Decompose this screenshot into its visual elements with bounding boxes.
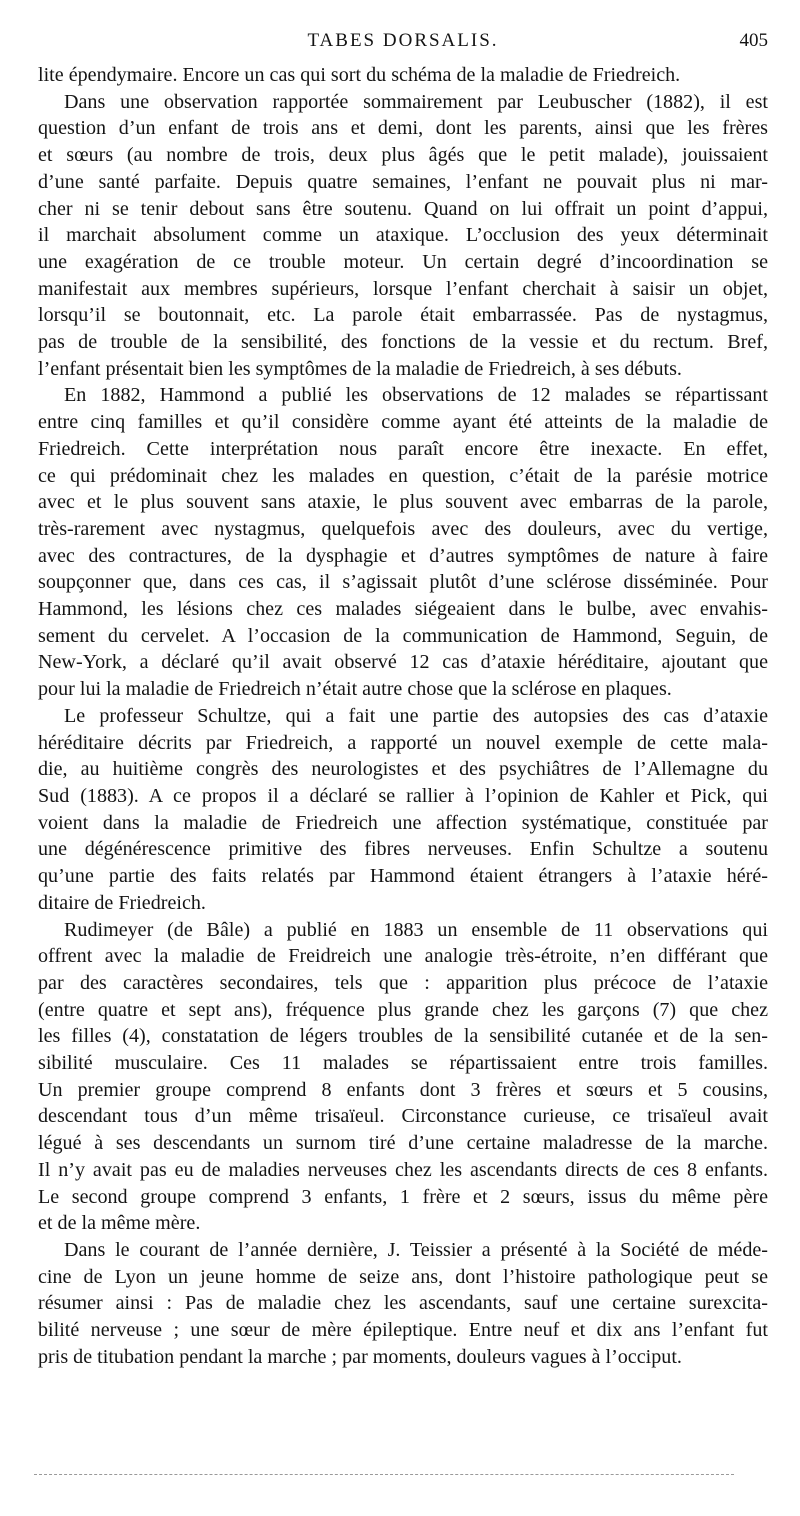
text-line: résumer ainsi : Pas de maladie chez les ascendants, sauf une certaine surexcita- <box>38 1292 768 1315</box>
text-line: pour lui la maladie de Friedreich n’était autre chose que la sclérose en plaques. <box>38 678 672 701</box>
paragraph <box>38 89 768 383</box>
text-line: l’enfant présentait bien les symptômes de la maladie de Friedreich, à ses débuts. <box>38 357 682 380</box>
text-line: ce qui prédominait chez les malades en question, c’était de la parésie motrice <box>38 464 768 487</box>
paragraph <box>38 703 768 917</box>
text-line: entre cinq familles et qu’il considère comme ayant été atteints de la maladie de <box>38 411 768 434</box>
text-line: voient dans la maladie de Friedreich une affection systématique, constituée par <box>38 811 768 834</box>
paragraph <box>38 1237 768 1371</box>
page-header <box>38 30 768 60</box>
text-line: pris de titubation pendant la marche ; par moments, douleurs vagues à l’occiput. <box>38 1345 682 1368</box>
text-line: lite épendymaire. Encore un cas qui sort du schéma de la maladie de Friedreich. <box>38 64 681 86</box>
text-line: d’une santé parfaite. Depuis quatre semaines, l’enfant ne pouvait plus ni mar- <box>38 170 768 193</box>
text-line: descendant tous d’un même trisaïeul. Circonstance curieuse, ce trisaïeul avait <box>38 1105 768 1128</box>
text-line: les filles (4), constatation de légers troubles de la sensibilité cutanée et de la sen- <box>38 1025 768 1048</box>
text-line: Il n’y avait pas eu de maladies nerveuses chez les ascendants directs de ces 8 enfants. <box>38 1158 768 1181</box>
text-line: pas de trouble de la sensibilité, des fonctions de la vessie et du rectum. Bref, <box>38 331 768 354</box>
text-line: et sœurs (au nombre de trois, deux plus âgés que le petit malade), jouissaient <box>38 144 768 167</box>
text-line: sement du cervelet. A l’occasion de la communication de Hammond, Seguin, de <box>38 624 768 647</box>
text-line: Dans une observation rapportée sommairement par Leubuscher (1882), il est <box>64 90 768 113</box>
text-line: légué à ses descendants un surnom tiré d’une certaine maladresse de la marche. <box>38 1132 768 1155</box>
text-line: Le second groupe comprend 3 enfants, 1 frère et 2 sœurs, issus du même père <box>38 1185 768 1208</box>
text-line: Hammond, les lésions chez ces malades siégeaient dans le bulbe, avec envahis- <box>38 598 768 621</box>
text-line: héréditaire décrits par Friedreich, a rapporté un nouvel exemple de cette mala- <box>38 731 768 754</box>
text-line: une exagération de ce trouble moteur. Un certain degré d’incoordination se <box>38 250 768 273</box>
text-line: Le professeur Schultze, qui a fait une partie des autopsies des cas d’ataxie <box>64 704 768 727</box>
text-line: soupçonner que, dans ces cas, il s’agissait plutôt d’une sclérose disséminée. Pour <box>38 571 768 594</box>
paragraph <box>38 382 768 702</box>
text-line: Friedreich. Cette interprétation nous paraît encore être inexacte. En effet, <box>38 437 768 460</box>
text-line: New-York, a déclaré qu’il avait observé 12 cas d’ataxie héréditaire, ajoutant que <box>38 651 768 674</box>
text-line: bilité nerveuse ; une sœur de mère épileptique. Entre neuf et dix ans l’enfant fut <box>38 1319 768 1342</box>
text-line: cher ni se tenir debout sans être soutenu. Quand on lui offrait un point d’appui, <box>38 197 768 220</box>
text-line: qu’une partie des faits relatés par Hammond étaient étrangers à l’ataxie héré- <box>38 865 768 888</box>
text-line: Rudimeyer (de Bâle) a publié en 1883 un ensemble de 11 observations qui <box>64 918 768 941</box>
text-line: sibilité musculaire. Ces 11 malades se répartissaient entre trois familles. <box>38 1052 768 1075</box>
text-line: (entre quatre et sept ans), fréquence plus grande chez les garçons (7) que chez <box>38 998 768 1021</box>
text-line: Un premier groupe comprend 8 enfants dont 3 frères et sœurs et 5 cousins, <box>38 1078 768 1101</box>
text-line: très-rarement avec nystagmus, quelquefois avec des douleurs, avec du vertige, <box>38 517 768 540</box>
running-title: TABES DORSALIS. <box>307 30 499 51</box>
text-line: lorsqu’il se boutonnait, etc. La parole était embarrassée. Pas de nystagmus, <box>38 304 768 327</box>
text-line: par des caractères secondaires, tels que : apparition plus précoce de l’ataxie <box>38 971 768 994</box>
text-line: une dégénérescence primitive des fibres nerveuses. Enfin Schultze a soutenu <box>38 838 768 861</box>
text-line: avec des contractures, de la dysphagie et d’autres symptômes de nature à faire <box>38 544 768 567</box>
text-line: avec et le plus souvent sans ataxie, le plus souvent avec embarras de la parole, <box>38 491 768 514</box>
text-line: il marchait absolument comme un ataxique. L’occlusion des yeux déterminait <box>38 224 768 247</box>
text-line: offrent avec la maladie de Freidreich une analogie très-étroite, n’en différant que <box>38 945 768 968</box>
text-line: manifestait aux membres supérieurs, lorsque l’enfant cherchait à saisir un objet, <box>38 277 768 300</box>
text-line: question d’un enfant de trois ans et demi, dont les parents, ainsi que les frères <box>38 117 768 140</box>
body-text <box>38 62 768 1370</box>
paragraph <box>38 62 768 89</box>
text-line: ditaire de Friedreich. <box>38 891 206 914</box>
paragraph <box>38 917 768 1237</box>
text-line: Sud (1883). A ce propos il a déclaré se rallier à l’opinion de Kahler et Pick, qui <box>38 784 768 807</box>
text-line: En 1882, Hammond a publié les observations de 12 malades se répartissant <box>64 384 768 407</box>
page-number: 405 <box>739 30 768 51</box>
text-line: et de la même mère. <box>38 1212 201 1235</box>
text-line: cine de Lyon un jeune homme de seize ans, dont l’histoire pathologique peut se <box>38 1265 768 1288</box>
text-line: Dans le courant de l’année dernière, J. Teissier a présenté à la Société de méde- <box>64 1238 768 1261</box>
text-line: die, au huitième congrès des neurologistes et des psychiâtres de l’Allemagne du <box>38 758 768 781</box>
footer-rule <box>34 1474 734 1475</box>
